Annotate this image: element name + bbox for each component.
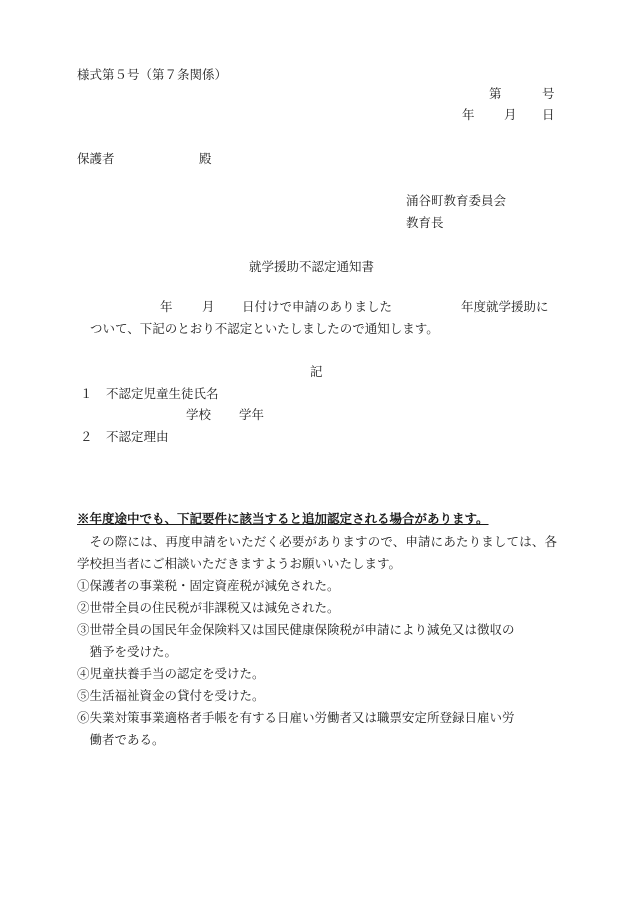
school-label: 学校	[186, 407, 212, 422]
sender-title: 教育長	[406, 215, 444, 230]
item1-number: １	[80, 386, 93, 401]
requirement-4-text: ④児童扶養手当の認定を受けた。	[77, 666, 265, 681]
body-text: 日付けで申請のありました	[242, 299, 393, 314]
notice-paragraph: その際には、再度申請をいただく必要がありますので、申請にあたりましては、各学校担当者にご相談いただきますようお願いいたします。	[77, 534, 557, 571]
requirement-6	[77, 707, 557, 751]
requirement-2-text: ②世帯全員の住民税が非課税又は減免された。	[77, 600, 340, 615]
item1-label: 不認定児童生徒氏名	[106, 386, 219, 401]
doc-number-suffix: 号	[542, 86, 555, 101]
sender-org: 涌谷町教育委員会	[406, 193, 507, 208]
date-day: 日	[542, 107, 555, 122]
body-line2: ついて、下記のとおり不認定といたしましたので通知します。	[90, 321, 439, 336]
item2-number: ２	[80, 429, 93, 444]
document-title: 就学援助不認定通知書	[249, 259, 375, 274]
date-month: 月	[504, 107, 517, 122]
requirement-2	[77, 597, 557, 619]
grade-label: 学年	[239, 407, 265, 422]
item2-label: 不認定理由	[106, 429, 169, 444]
recipient-label: 保護者	[77, 151, 115, 166]
doc-number-prefix: 第	[489, 86, 502, 101]
recipient-honorific: 殿	[199, 151, 212, 166]
notice-title: ※年度途中でも、下記要件に該当すると追加認定される場合があります。	[77, 511, 489, 526]
requirement-6-text: ⑥失業対策事業適格者手帳を有する日雇い労働者又は職票安定所登録日雇い労	[77, 710, 515, 725]
requirement-5-text: ⑤生活福祉資金の貸付を受けた。	[77, 688, 265, 703]
requirement-1-text: ①保護者の事業税・固定資産税が減免された。	[77, 578, 340, 593]
requirement-4	[77, 663, 557, 685]
body-tail: 年度就学援助に	[461, 299, 549, 314]
requirement-3-text: ③世帯全員の国民年金保険料又は国民健康保険税が申請により減免又は徴収の	[77, 622, 515, 637]
body-month: 月	[202, 299, 215, 314]
requirement-3	[77, 619, 557, 663]
requirement-5	[77, 685, 557, 707]
requirement-3-continuation: 猶予を受けた。	[89, 644, 178, 659]
ki-heading: 記	[310, 364, 323, 379]
requirement-1	[77, 575, 557, 597]
form-number: 様式第５号（第７条関係）	[77, 67, 228, 82]
body-year: 年	[160, 299, 173, 314]
date-year: 年	[462, 107, 475, 122]
requirement-6-continuation: 働者である。	[89, 732, 165, 747]
